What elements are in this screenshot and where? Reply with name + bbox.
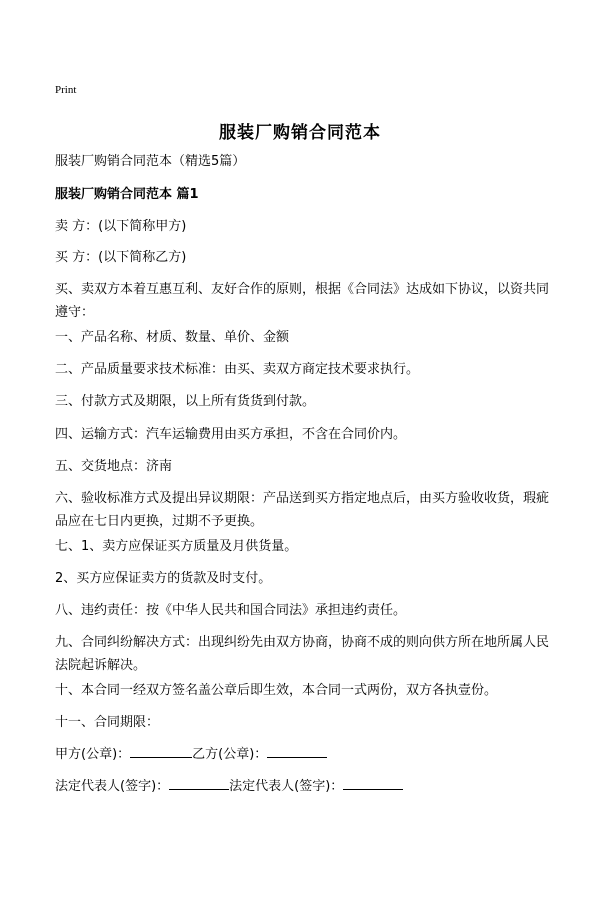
seller-line: 卖 方：(以下简称甲方) — [55, 219, 187, 234]
seal-line — [55, 743, 555, 766]
clause-6: 六、验收标准方式及提出异议期限：产品送到买方指定地点后，由买方验收收货，瑕疵品应在七日内更换，过期不予更换。 — [55, 491, 550, 529]
intro-paragraph: 买、卖双方本着互惠互利、友好合作的原则，根据《合同法》达成如下协议，以资共同遵守： — [55, 282, 550, 320]
signature-line — [55, 775, 555, 798]
rep-a-label: 法定代表人(签字)： — [55, 779, 170, 794]
party-b-seal-blank — [267, 743, 327, 758]
rep-b-label: 法定代表人(签字)： — [229, 779, 344, 794]
party-b-seal-label: 乙方(公章)： — [192, 747, 268, 762]
buyer-line: 买 方：(以下简称乙方) — [55, 250, 187, 265]
clause-4: 四、运输方式：汽车运输费用由买方承担，不含在合同价内。 — [55, 427, 407, 442]
document-subtitle: 服装厂购销合同范本（精选5篇） — [55, 154, 246, 169]
clause-5: 五、交货地点：济南 — [55, 459, 173, 474]
document-title: 服装厂购销合同范本 — [219, 123, 381, 143]
clause-7-1: 七、1、卖方应保证买方质量及月供货量。 — [55, 539, 298, 554]
clause-8: 八、违约责任：按《中华人民共和国合同法》承担违约责任。 — [55, 603, 407, 618]
party-a-seal-label: 甲方(公章)： — [55, 747, 131, 762]
party-a-seal-blank — [130, 743, 192, 758]
clause-9: 九、合同纠纷解决方式：出现纠纷先由双方协商，协商不成的则向供方所在地所属人民法院起诉解决。 — [55, 635, 550, 673]
clause-10: 十、本合同一经双方签名盖公章后即生效，本合同一式两份，双方各执壹份。 — [55, 683, 498, 698]
clause-1: 一、产品名称、材质、数量、单价、金额 — [55, 330, 290, 345]
clause-11: 十一、合同期限： — [55, 715, 160, 730]
rep-a-blank — [169, 775, 229, 790]
clause-3: 三、付款方式及期限，以上所有货货到付款。 — [55, 394, 316, 409]
clause-7-2: 2、买方应保证卖方的货款及时支付。 — [55, 571, 272, 586]
section-heading: 服装厂购销合同范本 篇1 — [55, 187, 199, 202]
clause-2: 二、产品质量要求技术标准：由买、卖双方商定技术要求执行。 — [55, 362, 420, 377]
print-label: Print — [55, 84, 77, 96]
rep-b-blank — [343, 775, 403, 790]
